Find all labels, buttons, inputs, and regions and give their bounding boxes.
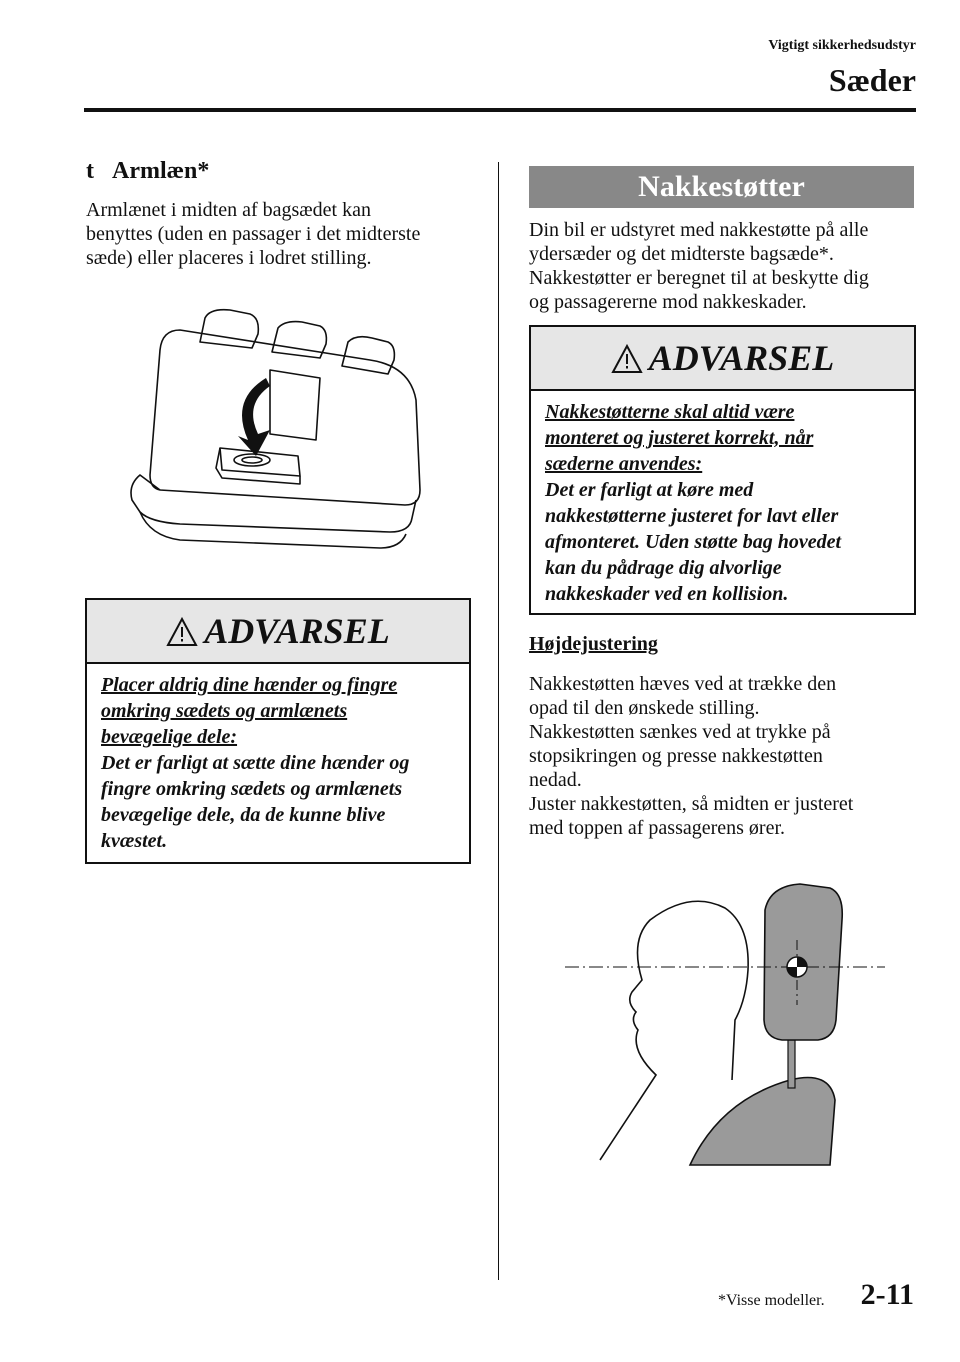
warning-body <box>87 664 469 866</box>
section-title-headrests: Nakkestøtter <box>529 166 914 208</box>
text-line: stopsikringen og presse nakkestøtten <box>529 745 823 767</box>
warning-underlined-line: monteret og justeret korrekt, når <box>545 427 814 449</box>
warning-underlined-line: bevægelige dele: <box>101 726 238 748</box>
warning-body <box>531 391 914 619</box>
warning-triangle-icon <box>611 344 643 374</box>
text-line: Din bil er udstyret med nakkestøtte på alle <box>529 219 869 241</box>
text-line: nedad. <box>529 769 582 791</box>
section-title-armrest <box>86 158 209 185</box>
warning-underlined-line: Nakkestøtterne skal altid være <box>545 401 795 423</box>
warning-underlined-line: sæderne anvendes: <box>545 453 703 475</box>
text-line: og passagererne mod nakkeskader. <box>529 291 807 313</box>
text-line: sæde) eller placeres i lodret stilling. <box>86 247 372 269</box>
headrest-paragraph <box>529 218 919 314</box>
warning-box-headrest <box>529 325 916 615</box>
warning-text-line: bevægelige dele, da de kunne blive <box>101 804 386 826</box>
page-number: 2-11 <box>860 1278 914 1311</box>
text-line: ydersæder og det midterste bagsæde*. <box>529 243 834 265</box>
text-line: Nakkestøtten sænkes ved at trykke på <box>529 721 831 743</box>
warning-text-line: afmonteret. Uden støtte bag hovedet <box>545 531 842 553</box>
height-adjustment-paragraph <box>529 672 919 840</box>
warning-underlined-line: omkring sædets og armlænets <box>101 700 348 722</box>
page-title: Sæder <box>828 62 916 98</box>
section-bullet: t <box>86 158 94 184</box>
warning-text-line: kvæstet. <box>101 830 168 852</box>
section-title-text: Armlæn* <box>112 158 210 184</box>
warning-text-line: fingre omkring sædets og armlænets <box>101 778 403 800</box>
footnote: *Visse modeller. <box>718 1292 825 1309</box>
warning-text-line: nakkeskader ved en kollision. <box>545 583 789 605</box>
text-line: opad til den ønskede stilling. <box>529 697 760 719</box>
warning-text-line: kan du pådrage dig alvorlige <box>545 557 782 579</box>
text-line: Juster nakkestøtten, så midten er justeret <box>529 793 854 815</box>
header-chapter: Vigtigt sikkerhedsudstyr <box>768 38 916 53</box>
text-line: Armlænet i midten af bagsædet kan <box>86 199 371 221</box>
text-line: benyttes (uden en passager i det midterste <box>86 223 421 245</box>
warning-text-line: Det er farligt at køre med <box>545 479 754 501</box>
rear-seat-armrest-illustration <box>120 300 440 560</box>
warning-label: ADVARSEL <box>204 611 390 651</box>
warning-box-armrest <box>85 598 471 864</box>
column-divider <box>498 162 499 1280</box>
text-line: med toppen af passagerens ører. <box>529 817 786 839</box>
warning-text-line: Det er farligt at sætte dine hænder og <box>101 752 410 774</box>
warning-header <box>87 600 469 664</box>
headrest-position-illustration <box>560 880 890 1170</box>
warning-text-line: nakkestøtterne justeret for lavt eller <box>545 505 839 527</box>
warning-header <box>531 327 914 391</box>
text-line: Nakkestøtten hæves ved at trække den <box>529 673 837 695</box>
warning-label: ADVARSEL <box>648 338 835 378</box>
armrest-paragraph <box>86 198 476 270</box>
warning-triangle-icon <box>166 617 198 647</box>
subheading-height-adjustment: Højdejustering <box>529 633 658 655</box>
header-rule <box>84 108 916 112</box>
text-line: Nakkestøtter er beregnet til at beskytte dig <box>529 267 869 289</box>
warning-underlined-line: Placer aldrig dine hænder og fingre <box>101 674 398 696</box>
